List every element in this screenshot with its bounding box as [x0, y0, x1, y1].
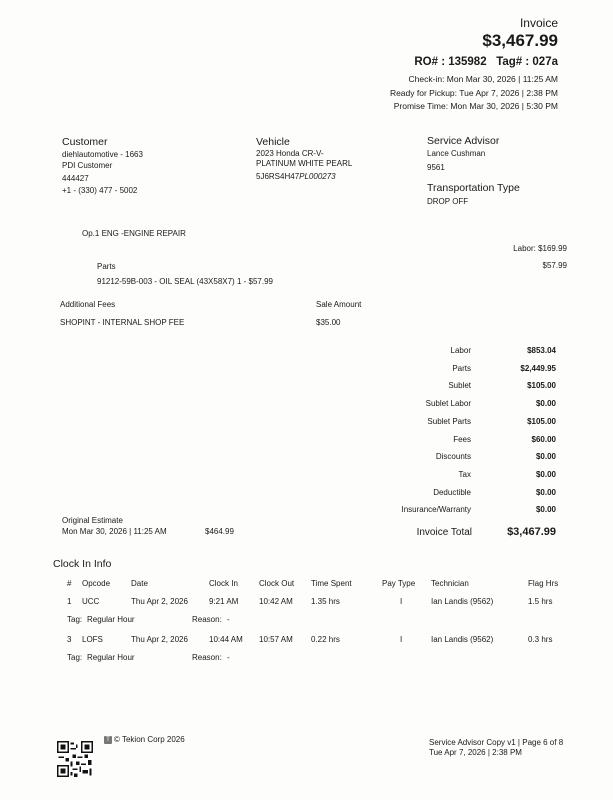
clock-column-header: Flag Hrs	[528, 579, 559, 588]
clock-column-header: Date	[131, 579, 148, 588]
advisor-name: Lance Cushman	[427, 149, 486, 158]
vehicle-line1: 2023 Honda CR-V-	[256, 149, 324, 158]
clock-cell-opcode: UCC	[82, 597, 100, 606]
estimate-heading: Original Estimate	[62, 516, 123, 525]
clock-cell-flag: 1.5 hrs	[528, 597, 553, 606]
fee-amount: $35.00	[316, 318, 341, 327]
fees-amount-heading: Sale Amount	[316, 300, 362, 309]
clock-reason-value: -	[227, 615, 230, 624]
transport-value: DROP OFF	[427, 197, 469, 206]
clock-reason-label: Reason:	[192, 653, 222, 662]
operation-title: Op.1 ENG -ENGINE REPAIR	[82, 229, 186, 238]
clock-tag-value: Regular Hour	[87, 615, 135, 624]
clock-column-header: Clock Out	[259, 579, 295, 588]
checkin-time: Check-in: Mon Mar 30, 2026 | 11:25 AM	[408, 74, 558, 84]
total-label: Parts	[452, 363, 471, 373]
advisor-heading: Service Advisor	[427, 135, 500, 147]
clock-column-header: Opcode	[82, 579, 111, 588]
clock-cell-in: 9:21 AM	[209, 597, 239, 606]
footer-copy-info: Service Advisor Copy v1 | Page 6 of 8	[429, 738, 564, 747]
ready-time: Ready for Pickup: Tue Apr 7, 2026 | 2:38 PM	[389, 88, 558, 98]
clock-column-header: Pay Type	[382, 579, 416, 588]
clock-reason-value: -	[227, 653, 230, 662]
customer-phone: +1 - (330) 477 - 5002	[62, 186, 138, 195]
footer-copyright-text: © Tekion Corp 2026	[114, 735, 185, 744]
parts-amount: $57.99	[542, 261, 567, 270]
clock-cell-out: 10:57 AM	[259, 635, 293, 644]
customer-heading: Customer	[62, 136, 108, 148]
clock-column-header: Technician	[431, 579, 469, 588]
footer-copyright	[104, 735, 185, 744]
clock-cell-pay: I	[400, 635, 403, 644]
transport-heading: Transportation Type	[427, 182, 520, 194]
total-value: $0.00	[535, 469, 556, 479]
vin-prefix: 5J6RS4H47	[256, 172, 300, 181]
clock-cell-tech: Ian Landis (9562)	[431, 635, 494, 644]
clock-cell-num: 3	[67, 635, 72, 644]
total-label: Discounts	[435, 452, 471, 462]
total-label: Tax	[458, 469, 471, 479]
qr-code	[57, 741, 93, 777]
promise-time: Promise Time: Mon Mar 30, 2026 | 5:30 PM	[393, 101, 558, 111]
operation-labor: Labor: $169.99	[513, 244, 567, 253]
clock-cell-spent: 1.35 hrs	[311, 597, 340, 606]
total-value: $0.00	[535, 487, 556, 497]
clock-heading: Clock In Info	[53, 558, 112, 570]
clock-cell-date: Thu Apr 2, 2026	[131, 635, 188, 644]
clock-cell-in: 10:44 AM	[209, 635, 243, 644]
estimate-date: Mon Mar 30, 2026 | 11:25 AM	[62, 527, 167, 536]
invoice-total-value: $3,467.99	[507, 526, 556, 538]
vehicle-vin	[256, 172, 336, 181]
clock-reason-label: Reason:	[192, 615, 222, 624]
fee-item: SHOPINT - INTERNAL SHOP FEE	[60, 318, 185, 327]
clock-tag-value: Regular Hour	[87, 653, 135, 662]
document-title: Invoice	[519, 16, 558, 30]
clock-column-header: #	[67, 579, 72, 588]
total-label: Sublet	[448, 381, 471, 391]
clock-cell-opcode: LOFS	[82, 635, 103, 644]
clock-cell-tech: Ian Landis (9562)	[431, 597, 494, 606]
parts-heading: Parts	[97, 262, 116, 271]
customer-line1: diehlautomotive - 1663	[62, 150, 143, 159]
clock-column-header: Time Spent	[311, 579, 352, 588]
vehicle-heading: Vehicle	[256, 136, 290, 148]
clock-cell-date: Thu Apr 2, 2026	[131, 597, 188, 606]
clock-tag-label: Tag:	[67, 615, 83, 624]
total-label: Fees	[453, 434, 471, 444]
advisor-number: 9561	[427, 163, 445, 172]
total-label: Deductible	[433, 487, 471, 497]
total-label: Sublet Labor	[425, 399, 471, 409]
clock-cell-spent: 0.22 hrs	[311, 635, 340, 644]
total-value: $0.00	[535, 452, 556, 462]
customer-line2: PDI Customer	[62, 161, 113, 170]
clock-cell-pay: I	[400, 597, 403, 606]
parts-line: 91212-59B-003 - OIL SEAL (43X58X7) 1 - $57.99	[97, 277, 273, 286]
ro-tag-line	[414, 56, 558, 68]
total-label: Sublet Parts	[427, 416, 471, 426]
total-label: Labor	[450, 346, 471, 355]
total-value: $105.00	[527, 416, 556, 426]
total-value: $2,449.95	[520, 363, 556, 373]
total-label: Insurance/Warranty	[401, 505, 471, 515]
ro-number: RO# : 135982	[414, 56, 487, 68]
tag-number: Tag# : 027a	[496, 56, 558, 68]
total-value: $105.00	[527, 381, 556, 391]
clock-column-header: Clock In	[209, 579, 238, 588]
header-total: $3,467.99	[482, 31, 558, 50]
fees-heading: Additional Fees	[60, 300, 116, 309]
total-value: $60.00	[531, 434, 556, 444]
clock-cell-flag: 0.3 hrs	[528, 635, 553, 644]
customer-line3: 444427	[62, 174, 89, 183]
clock-tag-label: Tag:	[67, 653, 83, 662]
invoice-total-label: Invoice Total	[416, 527, 472, 538]
estimate-amount: $464.99	[205, 527, 234, 536]
clock-cell-out: 10:42 AM	[259, 597, 293, 606]
total-value: $853.04	[527, 346, 556, 355]
vin-suffix: PL000273	[299, 172, 336, 181]
clock-cell-num: 1	[67, 597, 72, 606]
vehicle-line2: PLATINUM WHITE PEARL	[256, 159, 353, 168]
total-value: $0.00	[535, 399, 556, 409]
tekion-logo-icon: T	[104, 736, 112, 744]
total-value: $0.00	[535, 505, 556, 515]
footer-printed: Tue Apr 7, 2026 | 2:38 PM	[429, 748, 522, 757]
